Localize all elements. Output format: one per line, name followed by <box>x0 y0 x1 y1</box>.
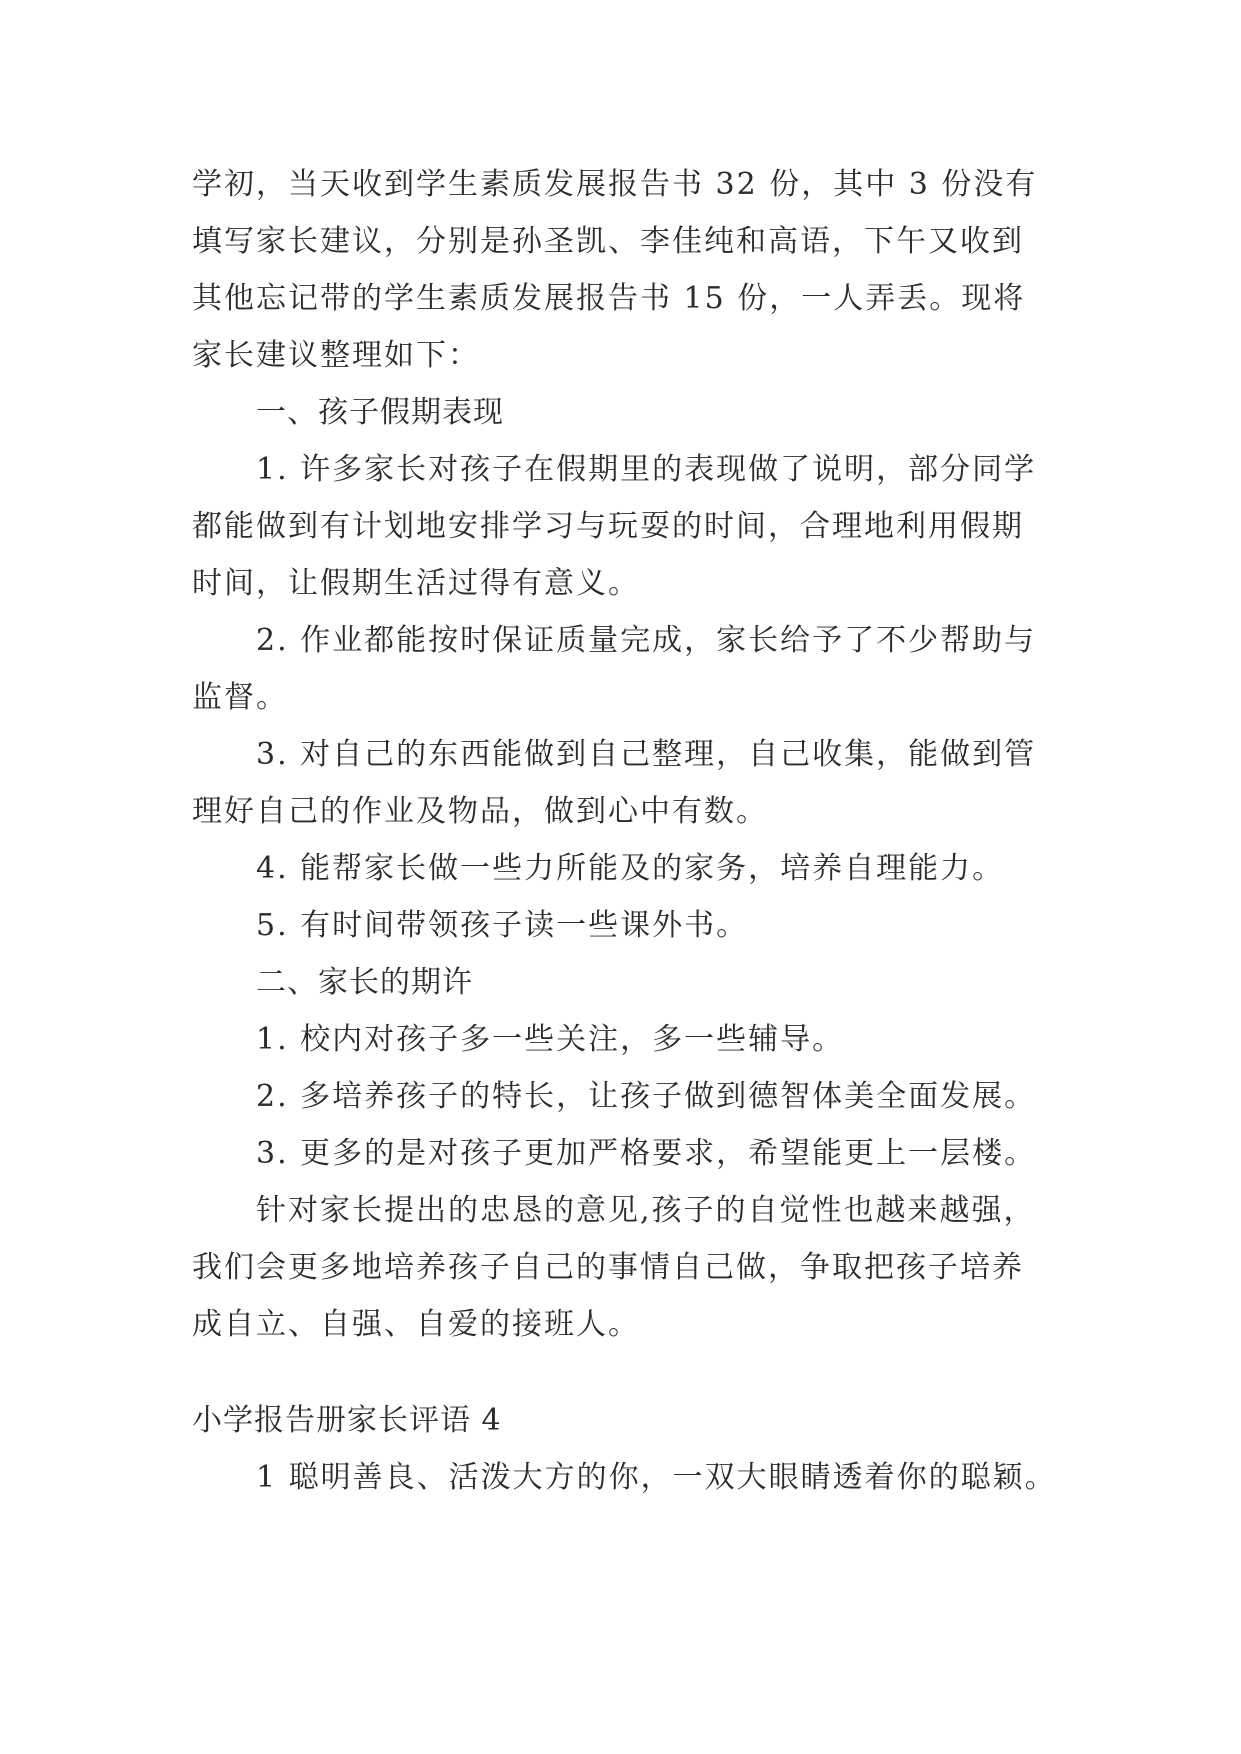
paragraph-line: 其他忘记带的学生素质发展报告书 15 份，一人弄丢。现将 <box>192 281 1026 316</box>
list-item: 2. 作业都能按时保证质量完成，家长给予了不少帮助与 <box>256 623 1037 658</box>
paragraph-line: 家长建议整理如下： <box>192 338 480 373</box>
section-heading: 二、家长的期许 <box>256 965 473 1000</box>
paragraph-line: 都能做到有计划地安排学习与玩耍的时间，合理地利用假期 <box>192 509 1024 544</box>
list-item: 4. 能帮家长做一些力所能及的家务，培养自理能力。 <box>256 851 1005 886</box>
paragraph-line: 时间，让假期生活过得有意义。 <box>192 566 640 601</box>
paragraph-line: 我们会更多地培养孩子自己的事情自己做，争取把孩子培养 <box>192 1250 1024 1285</box>
list-item: 1. 许多家长对孩子在假期里的表现做了说明，部分同学 <box>256 452 1037 487</box>
list-item: 3. 更多的是对孩子更加严格要求，希望能更上一层楼。 <box>256 1136 1037 1171</box>
section-heading: 一、孩子假期表现 <box>256 395 504 430</box>
paragraph-line: 成自立、自强、自爱的接班人。 <box>192 1307 640 1342</box>
list-item: 5. 有时间带领孩子读一些课外书。 <box>256 908 749 943</box>
list-item: 1. 校内对孩子多一些关注，多一些辅导。 <box>256 1022 845 1057</box>
paragraph-line: 理好自己的作业及物品，做到心中有数。 <box>192 794 768 829</box>
list-item: 3. 对自己的东西能做到自己整理，自己收集，能做到管 <box>256 737 1037 772</box>
list-item: 2. 多培养孩子的特长，让孩子做到德智体美全面发展。 <box>256 1079 1037 1114</box>
paragraph-line: 学初，当天收到学生素质发展报告书 32 份，其中 3 份没有 <box>192 167 1038 202</box>
paragraph-line: 针对家长提出的忠恳的意见,孩子的自觉性也越来越强， <box>256 1193 1036 1228</box>
paragraph-line: 填写家长建议，分别是孙圣凯、李佳纯和高语，下午又收到 <box>192 224 1024 259</box>
paragraph-line: 监督。 <box>192 680 288 715</box>
list-item: 1 聪明善良、活泼大方的你，一双大眼睛透着你的聪颖。 <box>256 1460 1057 1495</box>
section-title: 小学报告册家长评语 4 <box>192 1403 502 1438</box>
